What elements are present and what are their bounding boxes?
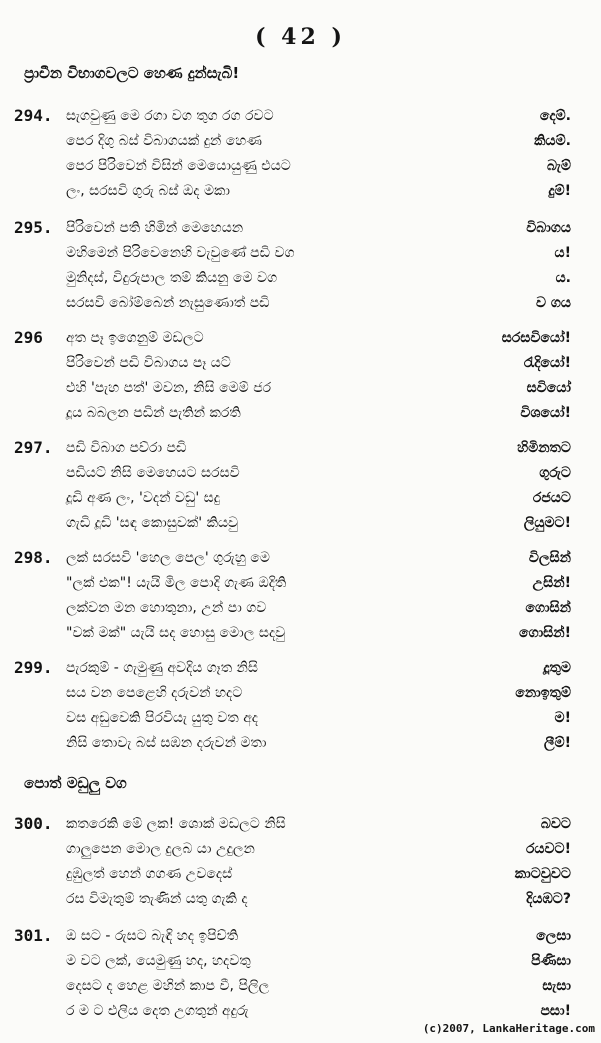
verse-line: ඔ සට - රුසට බැඳි හද ඉපිච්ති	[66, 928, 239, 944]
verse-line-end: ලීම්!	[543, 735, 571, 751]
verse-number: 295.	[14, 218, 53, 237]
verse-line-end: සරසවියෝ!	[501, 330, 571, 346]
verse-line: අත පෑ ඉගෙනුම් මඩලට	[66, 330, 204, 346]
verse-line: සරසවි බෝම්බෙන් නැසුණොත් පඩි	[66, 295, 270, 311]
page-number: ( 42 )	[255, 24, 346, 50]
verse-line: දූය බබලන පඩින් පැතින් කරති	[66, 405, 241, 421]
verse-line: වස අඩුවෙකි පිරවියැ යුතු වත අද	[66, 710, 259, 726]
verse-line: දූඩි අණ ලං, 'වදන් වඩු' සදු	[66, 490, 220, 506]
verse-line: ම වට ලක්, යෙමුණු හද, හදවතු	[66, 953, 251, 969]
verse-line-end: බවට	[540, 816, 571, 832]
verse-297	[0, 438, 601, 538]
verse-line-end: ය!	[554, 245, 571, 261]
verse-number: 296	[14, 328, 43, 347]
verse-line: රස විමැතුම් තැණින් යතු ගැකි ද	[66, 891, 248, 907]
verse-line: නිසි තොවැ බස් සඹන දරුවන් මතා	[66, 735, 267, 751]
verse-299	[0, 658, 601, 758]
verse-line-end: උසින්!	[532, 575, 571, 591]
verse-line-end: දුම්!	[548, 183, 571, 199]
verse-line-end: දූතුම	[543, 660, 571, 676]
verse-number: 301.	[14, 926, 53, 945]
verse-line: මහිමෙන් පිරිවෙනෙහි වැවුණේ පඩි වග	[66, 245, 295, 261]
verse-line-end: විබාගය	[526, 220, 571, 236]
verse-line-end: ව ගය	[535, 295, 571, 311]
verse-line: පැරකුම් - ගැමුණු අවදිය ගෑත නිසි	[66, 660, 258, 676]
verse-298	[0, 548, 601, 648]
verse-line: පඩියට් නිසි මෙහෙයට සරසවි	[66, 465, 240, 481]
verse-line-end: විලසින්	[528, 550, 571, 566]
verse-line: ලං, සරසවි ගුරු බස් ඔද මකා	[66, 183, 231, 199]
verse-line: ගැඩි දූඩි 'සඳ කොසුවක්' කියවු	[66, 515, 239, 531]
verse-line: කතරෙකි මේ ලක! ශොක් මඩලට නිසි	[66, 816, 286, 832]
verse-number: 298.	[14, 548, 53, 567]
verse-line-end: සැසා	[542, 978, 571, 994]
verse-line-end: බැම්	[547, 158, 571, 174]
verse-line: මුනිදස්, විදුරුපාල තම් කියනු මෙ වග	[66, 270, 278, 286]
verse-line: දුඹුලත් හෙන් ගගණ උවදෙස්	[66, 866, 233, 882]
verse-line-end: දෙම්.	[539, 108, 571, 124]
verse-line: පඩි විබාග පව්රා පඩි	[66, 440, 187, 456]
verse-line-end: රැදියෝ!	[523, 355, 571, 371]
verse-line: ලක් සරසවි 'හෙල පෙල' ගුරුහු මෙ	[66, 550, 270, 566]
section-title-book-hall: පොත් මඩුලු වග	[24, 774, 127, 792]
verse-line-end: ම!	[554, 710, 571, 726]
verse-line-end: ගොසින්	[525, 600, 571, 616]
verse-line: පෙර දිගු බස් විබාගයක් දුන් හෙණ	[66, 133, 263, 149]
section-title-ancient-exams: ප්‍රාචීන විභාගවලට හෙණ දුන්සැබි!	[24, 64, 240, 82]
verse-line: "ලක් එක"! යැයි මිල පොදි ගැණ ඔදිති	[66, 575, 287, 591]
verse-line-end: හිමිනතට	[517, 440, 571, 456]
verse-line-end: කාටවුවට	[514, 866, 571, 882]
verse-line: ර ම ට එලිය දෙත උගතුන් අදුරු	[66, 1003, 249, 1019]
verse-number: 297.	[14, 438, 53, 457]
verse-line-end: ගුරුට	[539, 465, 571, 481]
verse-line-end: දියඹට?	[526, 891, 571, 907]
verse-line-end: කියම්.	[534, 133, 571, 149]
verse-line: සැගවුණු මෙ රගා වග තුග රග රවට	[66, 108, 274, 124]
verse-300	[0, 814, 601, 914]
verse-295	[0, 218, 601, 318]
verse-line: ගාලුපෙන මොල දුලබ යා උදුලන	[66, 841, 255, 857]
verse-line-end: ලියුමට!	[523, 515, 571, 531]
verse-line-end: පිණිසා	[531, 953, 571, 969]
verse-line: දෙසට ද හෙළ මහින් කාප වී, පිලිල	[66, 978, 270, 994]
verse-line-end: නොඉතුම්	[515, 685, 571, 701]
verse-line-end: ලෙසා	[536, 928, 571, 944]
verse-line: එහි 'පැහ පත්' මවන, නිසි මෙම් ජර	[66, 380, 272, 396]
verse-line-end: සවියෝ	[526, 380, 571, 396]
verse-294	[0, 106, 601, 206]
verse-line-end: විශයෝ!	[520, 405, 571, 421]
verse-301	[0, 926, 601, 1026]
verse-line: සය වන පෙළෙහි දරුවන් හදට	[66, 685, 243, 701]
verse-line-end: රජයට	[532, 490, 571, 506]
verse-line: ලක්වන මන හොතුනා, උන් පා ගව	[66, 600, 267, 616]
verse-line: පිරිවෙන් පති හිමින් මෙහෙයන	[66, 220, 244, 236]
copyright-credit: (c)2007, LankaHeritage.com	[422, 1022, 595, 1035]
verse-line-end: රයවට!	[525, 841, 571, 857]
verse-number: 300.	[14, 814, 53, 833]
verse-296	[0, 328, 601, 428]
verse-line: පෙර පිරිවෙන් විසින් මෙයොයුණු එයට	[66, 158, 291, 174]
verse-number: 299.	[14, 658, 53, 677]
verse-line: "වක් මක්" යැයි සද හොසු මොල සදවු	[66, 625, 286, 641]
verse-line: පිරිවෙන් පඩි විබාගය පෑ යට්	[66, 355, 231, 371]
verse-line-end: ගොසින්!	[519, 625, 571, 641]
verse-line-end: ය.	[555, 270, 571, 286]
verse-number: 294.	[14, 106, 53, 125]
verse-line-end: පසා!	[540, 1003, 571, 1019]
